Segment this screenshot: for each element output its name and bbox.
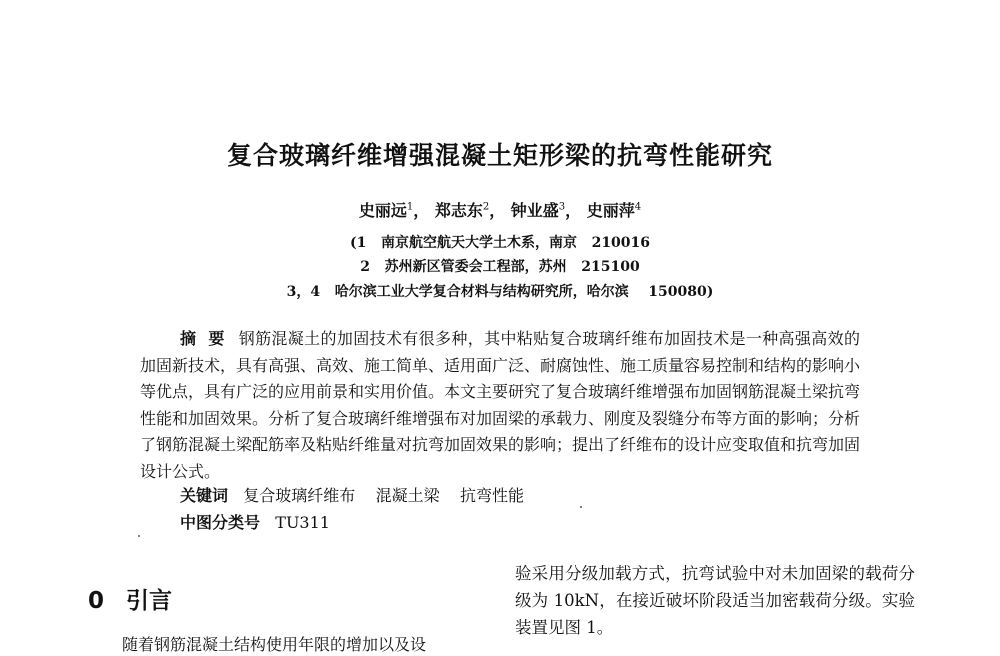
- author-name: 史丽萍: [586, 201, 635, 220]
- author-name: 郑志东: [434, 201, 483, 220]
- author-name: 钟业盛: [510, 201, 559, 220]
- author-line: 史丽远$^1$， 郑志东$^2$， 钟业盛$^3$， 史丽萍$^4$: [358, 201, 642, 220]
- abstract: [140, 326, 860, 485]
- keywords-text: 复合玻璃纤维布 混凝土梁 抗弯性能: [228, 486, 524, 505]
- abstract-text: 钢筋混凝土的加固技术有很多种，其中粘贴复合玻璃纤维布加固技术是一种高强高效的加固新技术，具有高强、高效、施工简单、适用面广泛、耐腐蚀性、施工质量容易控制和结构的影响小等优点，具有广泛的应用前景和实用价值。本文主要研究了复合玻璃纤维增强布加固钢筋混凝土梁抗弯性能和加固效果。分析了复合玻璃纤维增强布对加固梁的承载力、刚度及裂缝分布等方面的影响；分析了钢筋混凝土梁配筋率及粘贴纤维量对抗弯加固效果的影响；提出了纤维布的设计应变取值和抗弯加固设计公式。: [140, 329, 861, 481]
- classification-label: 中图分类号: [180, 513, 261, 532]
- section-heading: [88, 582, 172, 615]
- author-mark: 3: [558, 201, 566, 213]
- abstract-label: 摘要: [180, 329, 237, 348]
- author-mark: 2: [482, 201, 490, 213]
- affiliation-2: 2 苏州新区管委会工程部，苏州 215100: [360, 259, 640, 275]
- right-column-text: 验采用分级加载方式，抗弯试验中对未加固梁的载荷分级为 10kN，在接近破坏阶段适当加密载荷分级。实验装置见图 1。: [515, 564, 915, 637]
- affiliation-1: (1 南京航空航天大学土木系，南京 210016: [349, 235, 651, 251]
- paper-title: 复合玻璃纤维增强混凝土矩形梁的抗弯性能研究: [226, 141, 773, 170]
- section-number: 0: [88, 588, 105, 614]
- classification: [180, 510, 330, 533]
- author-name: 史丽远: [358, 201, 407, 220]
- scan-speck: [138, 535, 140, 537]
- affiliation-3: 3，4 哈尔滨工业大学复合材料与结构研究所，哈尔滨 150080): [286, 284, 714, 300]
- scan-speck: [580, 506, 582, 508]
- classification-code: TU311: [260, 513, 330, 532]
- left-column-text: 随着钢筋混凝土结构使用年限的增加以及设: [122, 635, 427, 654]
- author-mark: 4: [634, 201, 642, 213]
- keywords: [180, 483, 524, 506]
- section-title: 引言: [126, 588, 173, 614]
- keywords-label: 关键词: [180, 486, 229, 505]
- author-mark: 1: [406, 201, 414, 213]
